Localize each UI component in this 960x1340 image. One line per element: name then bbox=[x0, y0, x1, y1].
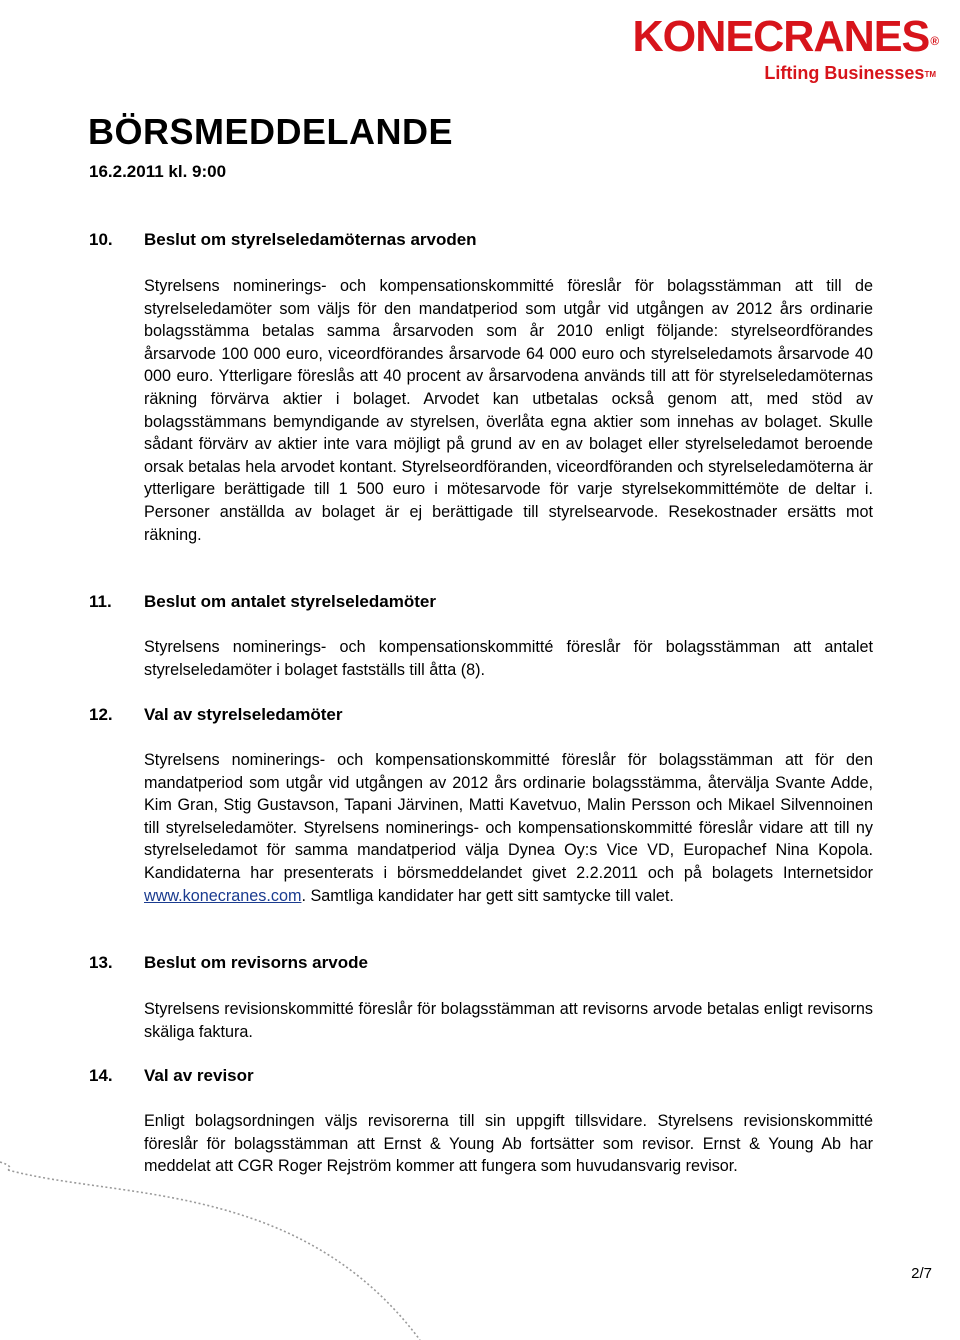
section-body-text: Styrelsens nominerings- och kompensationskommitté föreslår för bolagsstämman att för den mandatperiod som utgår vid utgången av 2012 års ordinarie bolagsstämma, återvälja Svante Adde, Kim Gran, Stig Gustavson, Tapani Järvinen, Matti Kavetvuo, Malin Persson och Mikael Silvennoinen till styrelseledamöter. Styrelsens nominerings- och kompensationskommitté föreslår vidare att till ny styrelseledamot för samma mandatperiod välja Dynea Oy:s Vice VD, Europachef Nina Kopola. Kandidaterna har presenterats i börsmeddelandet givet 2.2.2011 och på bolagets Internetsidor bbox=[144, 751, 873, 882]
footer-decorative-curve bbox=[0, 1140, 960, 1340]
document-title: BÖRSMEDDELANDE bbox=[88, 111, 454, 152]
section-number: 12. bbox=[89, 705, 113, 724]
section-title: Val av styrelseledamöter bbox=[144, 705, 343, 724]
section-number: 11. bbox=[89, 592, 112, 611]
registered-mark: ® bbox=[930, 34, 938, 48]
konecranes-website-link[interactable]: www.konecranes.com bbox=[144, 886, 302, 905]
section-title: Beslut om antalet styrelseledamöter bbox=[144, 592, 436, 611]
page-number: 2/7 bbox=[911, 1265, 932, 1282]
section-number: 13. bbox=[89, 953, 113, 972]
section-body-11: Styrelsens nominerings- och kompensationskommitté föreslår för bolagsstämman att antalet styrelseledamöter i bolaget fastställs till åtta (8). bbox=[144, 638, 873, 679]
section-title: Beslut om revisorns arvode bbox=[144, 953, 368, 972]
section-body-text: . Samtliga kandidater har gett sitt samtycke till valet. bbox=[301, 886, 674, 905]
logo-tagline bbox=[578, 62, 936, 84]
konecranes-logo bbox=[578, 14, 938, 84]
trademark-mark: TM bbox=[924, 70, 936, 79]
section-title: Beslut om styrelseledamöternas arvoden bbox=[144, 230, 477, 249]
section-number: 14. bbox=[89, 1066, 113, 1085]
logo-brand-text: KONECRANES bbox=[632, 12, 930, 61]
document-date: 16.2.2011 kl. 9:00 bbox=[89, 162, 227, 181]
logo-tagline-text: Lifting Businesses bbox=[764, 63, 925, 83]
section-body-14: Enligt bolagsordningen väljs revisorerna till sin uppgift tillsvidare. Styrelsens revisionskommitté föreslår för bolagsstämman att Ernst & Young Ab fortsätter som revisor. Ernst & Young Ab har meddelat att CGR Roger Rejström kommer att fungera som huvudansvarig revisor. bbox=[144, 1112, 873, 1176]
section-number: 10. bbox=[89, 230, 113, 249]
logo-wordmark bbox=[585, 14, 938, 60]
section-title: Val av revisor bbox=[144, 1066, 254, 1085]
section-body-10: Styrelsens nominerings- och kompensationskommitté föreslår för bolagsstämman att till de styrelseledamöter som väljs för den mandatperiod som utgår vid utgången av 2012 års ordinarie bolagsstämma betalas samma årsarvoden som år 2010 enligt följande: styrelseordförandes årsarvode 100 000 euro, viceordförandes årsarvode 64 000 euro och styrelseledamots årsarvode 40 000 euro. Ytterligare föreslås att 40 procent av årsarvodena används till att för styrelseledamöternas räkning förvärva aktier i bolaget. Arvodet kan utbetalas också genom att, med stöd av bolagsstämmans bemyndigande av styrelsen, överlåta egna aktier som innehas av bolaget. Skulle sådant förvärv av aktier inte vara möjligt på grund av en av bolaget eller styrelseledamot beroende orsak betalas hela arvodet kontant. Styrelseordföranden, viceordföranden och styrelseledamöterna är ytterligare berättigade till 1 500 euro i mötesarvode för varje styrelsekommittémöte de deltar i. Personer anställda av bolaget är ej berättigade till styrelsearvode. Resekostnader ersätts mot räkning. bbox=[144, 277, 873, 544]
section-body-12 bbox=[144, 749, 873, 907]
section-body-13: Styrelsens revisionskommitté föreslår för bolagsstämman att revisorns arvode betalas enligt revisorns skäliga faktura. bbox=[144, 1000, 873, 1041]
